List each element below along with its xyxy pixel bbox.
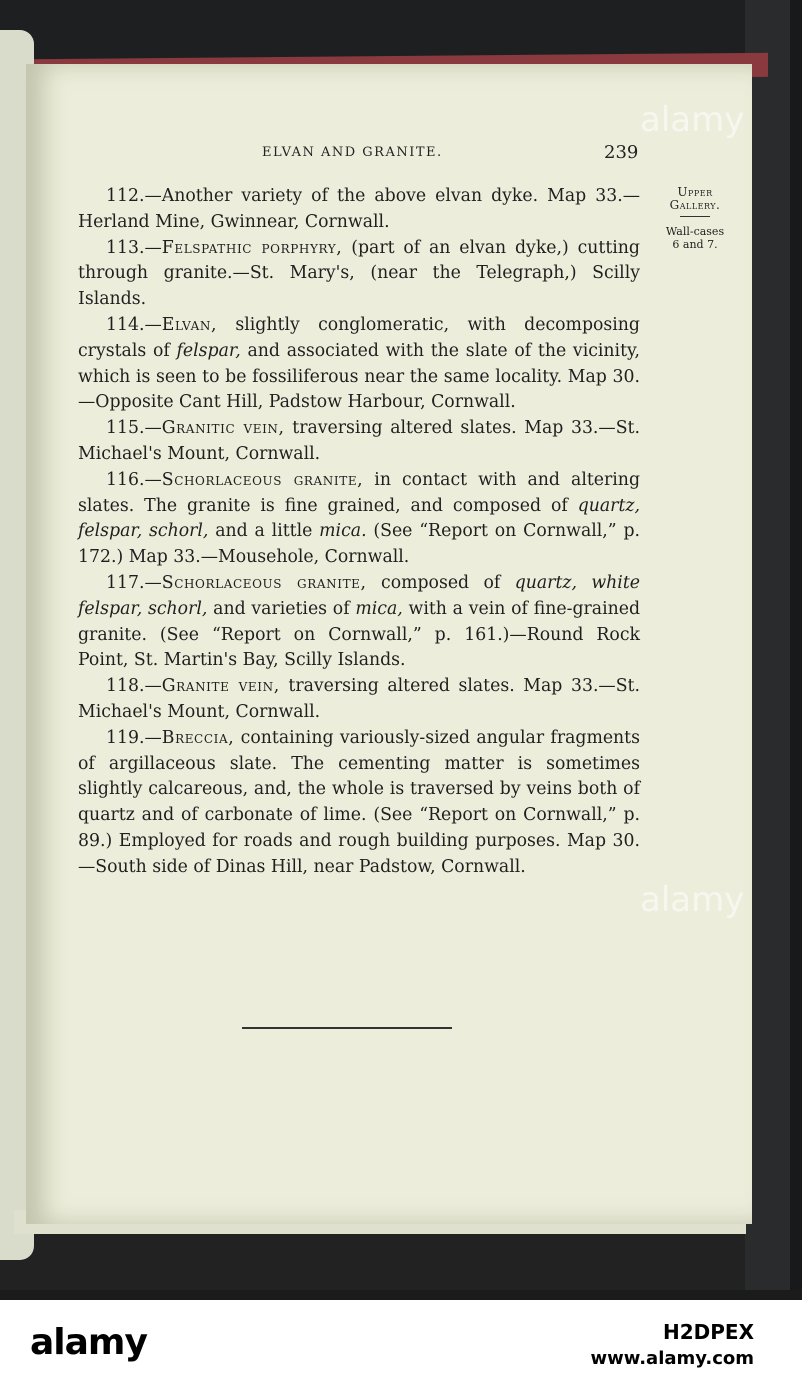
image-id: H2DPEX bbox=[663, 1320, 754, 1344]
entry-text: traversing altered slates. Map 33.—St. Michael's Mount, Cornwall. bbox=[78, 418, 640, 464]
entry-113 bbox=[78, 236, 640, 313]
entry-119 bbox=[78, 726, 640, 881]
entry-heading: Felspathic porphyry, bbox=[161, 237, 343, 258]
entry-text: in contact with and altering slates. The granite is fine grained, and composed of bbox=[78, 469, 641, 516]
marginal-line-3: Wall-cases bbox=[665, 225, 725, 238]
watermark-logo: alamy bbox=[640, 880, 745, 920]
entry-heading: Granite vein, bbox=[161, 676, 280, 697]
site-url: www.alamy.com bbox=[590, 1348, 754, 1369]
entry-italic: quartz, white felspar, schorl, bbox=[78, 572, 640, 619]
entry-number: 113.— bbox=[106, 237, 162, 258]
entry-heading: Schorlaceous granite, bbox=[161, 572, 367, 593]
entry-text: with a vein of fine-grained granite. (See “Report on Cornwall,” p. 161.)—Round Rock Point, St. Martin's Bay, Scilly Islands. bbox=[78, 598, 641, 671]
body-text bbox=[78, 184, 640, 881]
end-rule bbox=[242, 1027, 452, 1029]
entry-heading: Granitic vein, bbox=[161, 418, 285, 439]
alamy-logo: alamy bbox=[30, 1322, 147, 1363]
entry-italic: quartz, felspar, schorl, bbox=[78, 495, 640, 542]
entry-116 bbox=[78, 468, 640, 571]
entry-117 bbox=[78, 571, 640, 674]
entry-number: 119.— bbox=[106, 727, 162, 748]
entry-115 bbox=[78, 416, 640, 468]
entry-number: 116.— bbox=[106, 469, 162, 490]
entry-heading: Elvan, bbox=[161, 314, 218, 335]
running-head: ELVAN AND GRANITE. bbox=[262, 145, 443, 160]
entry-number: 115.— bbox=[106, 418, 162, 439]
entry-number: 117.— bbox=[106, 572, 162, 593]
entry-text: Another variety of the above elvan dyke. Map 33.—Herland Mine, Gwinnear, Cornwall. bbox=[78, 186, 640, 232]
entry-italic: mica. bbox=[319, 521, 367, 542]
entry-heading: Breccia, bbox=[161, 727, 235, 748]
entry-text: composed of bbox=[366, 572, 515, 593]
entry-112 bbox=[78, 184, 640, 236]
entry-118 bbox=[78, 674, 640, 726]
entry-text: containing variously-sized angular fragments of argillaceous slate. The cementing matter is sometimes slightly calcareous, and, the whole is traversed by veins both of quartz and of carbonate of lime. (See “Report on Cornwall,” p. 89.) Employed for roads and rough building purposes. Map 30.—South side of Dinas Hill, near Padstow, Cornwall. bbox=[78, 727, 640, 877]
entry-text: traversing altered slates. Map 33.—St. Michael's Mount, Cornwall. bbox=[78, 676, 640, 722]
watermark-logo: alamy bbox=[640, 100, 745, 140]
watermark-footer bbox=[0, 1300, 802, 1390]
marginal-line-1: Upper bbox=[677, 185, 713, 199]
marginal-line-4: 6 and 7. bbox=[672, 238, 718, 251]
entry-text: and varieties of bbox=[207, 598, 356, 619]
book-cover-edge bbox=[790, 0, 802, 1300]
entry-italic: mica, bbox=[355, 598, 403, 619]
entry-text: and associated with the slate of the vicinity, which is seen to be fossiliferous near the same locality. Map 30.—Opposite Cant Hill, Padstow Harbour, Cornwall. bbox=[78, 340, 640, 413]
entry-heading: Schorlaceous granite, bbox=[161, 469, 364, 490]
entry-text: and a little bbox=[208, 521, 320, 542]
page-number: 239 bbox=[604, 142, 639, 163]
entry-number: 112.— bbox=[106, 186, 162, 206]
photo-bottom-edge bbox=[0, 1290, 802, 1300]
entry-text: (See “Report on Cornwall,” p. 172.) Map 33.—Mousehole, Cornwall. bbox=[78, 521, 640, 568]
marginal-rule bbox=[680, 216, 710, 217]
entry-number: 118.— bbox=[106, 676, 162, 697]
entry-text: slightly conglomeratic, with decomposing crystals of bbox=[78, 314, 640, 361]
marginal-line-2: Gallery. bbox=[669, 198, 721, 212]
entry-text: (part of an elvan dyke,) cutting through granite.—St. Mary's, (near the Telegraph,) Scilly Islands. bbox=[78, 237, 640, 310]
entry-114 bbox=[78, 313, 640, 416]
entry-number: 114.— bbox=[106, 314, 162, 335]
background-top bbox=[0, 0, 802, 60]
marginal-note bbox=[650, 186, 740, 251]
entry-italic: felspar, bbox=[176, 340, 241, 361]
